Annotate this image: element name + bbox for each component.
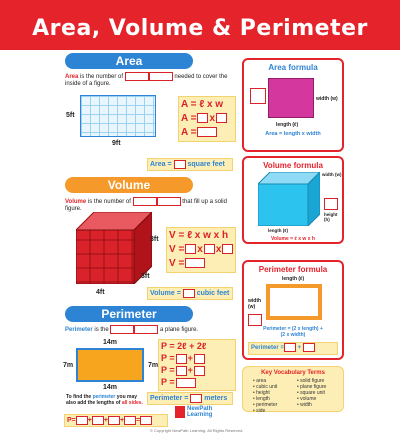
perimeter-hint: To find the perimeter you may also add the lengths of all sides. (66, 394, 143, 406)
volume-answer-blank[interactable] (183, 289, 195, 298)
volume-keyword: Volume (65, 199, 87, 206)
perimeter-formula-line-3: P = + (161, 365, 206, 377)
copyright-text: © Copyright NewPath Learning. All Rights Reserved. (150, 428, 244, 433)
volume-formula-line-1: V = ℓ x w x h (169, 230, 229, 241)
volume-answer: Volume = cubic feet (147, 287, 233, 300)
perimeter-definition-post: a plane figure. (160, 327, 199, 334)
area-formula-line-2: A = x (181, 113, 228, 125)
perimeter-sum-blank-2[interactable] (92, 416, 104, 425)
perimeter-formula-blank-3[interactable] (176, 366, 187, 376)
perimeter-formula-box (158, 339, 236, 391)
perimeter-heading-pill: Perimeter (65, 306, 193, 322)
volume-formula-cyan-box (258, 172, 320, 226)
perimeter-right-label: 7m (148, 362, 159, 369)
vocab-term: • height (253, 390, 277, 396)
perimeter-keyword: Perimeter (65, 327, 93, 334)
newpath-logo (175, 404, 213, 422)
perimeter-formula-answer-blank-2[interactable] (303, 343, 315, 352)
poster-title: Area, Volume & Perimeter (0, 0, 400, 50)
area-definition-pre: is the number of (80, 74, 124, 81)
perimeter-formula-width-label: width (w) (248, 298, 262, 310)
perimeter-blank-2[interactable] (134, 325, 158, 334)
area-width-label: 9ft (112, 140, 121, 147)
perimeter-formula-text-2: (2 x width) (280, 332, 306, 338)
perimeter-top-label: 14m (103, 339, 118, 346)
perimeter-formula-line-1: P = 2ℓ + 2ℓ (161, 341, 207, 351)
area-formula-length-label: length (ℓ) (276, 122, 299, 128)
vocab-term: • solid figure (297, 378, 326, 384)
perimeter-rectangle (76, 348, 144, 382)
logo-mark-icon (175, 406, 185, 418)
volume-width-label: 3ft (150, 236, 159, 243)
perimeter-definition (65, 325, 235, 334)
volume-formula-line-2: V = x x (169, 244, 234, 256)
perimeter-sum-blank-1[interactable] (76, 416, 88, 425)
perimeter-formula-blank[interactable] (248, 314, 262, 326)
volume-formula-length-label: length (ℓ) (268, 228, 288, 233)
perimeter-formula-title: Perimeter formula (258, 265, 328, 274)
volume-formula-line-3: V = (169, 258, 206, 270)
perimeter-formula-blank-2[interactable] (194, 354, 205, 364)
perimeter-left-label: 7m (63, 362, 74, 369)
volume-formula-text: Volume = ℓ x w x h (271, 236, 315, 242)
vocab-term: • width (297, 402, 326, 408)
area-formula-blank-2[interactable] (216, 113, 227, 123)
vocab-term: • cubic unit (253, 384, 277, 390)
area-answer: Area = square feet (147, 158, 233, 171)
perimeter-formula-line-4: P = (161, 377, 197, 389)
area-formula-card (242, 58, 344, 152)
area-heading-pill: Area (65, 53, 193, 69)
volume-formula-blank[interactable] (324, 198, 338, 210)
perimeter-sum-blank-3[interactable] (108, 416, 120, 425)
vocab-term: • volume (297, 396, 326, 402)
volume-formula-width-label: width (w) (322, 172, 342, 177)
perimeter-formula-text-1: Perimeter = (2 x length) + (263, 326, 323, 332)
vocab-term: • plane figure (297, 384, 326, 390)
perimeter-bottom-label: 14m (103, 384, 118, 391)
perimeter-formula-card (242, 260, 344, 360)
area-formula-blank-1[interactable] (197, 113, 208, 123)
area-blank-2[interactable] (149, 72, 173, 81)
area-keyword: Area (65, 74, 79, 81)
perimeter-definition-pre: is the (94, 327, 109, 334)
area-formula-blank-3[interactable] (197, 127, 217, 137)
area-formula-width-label: width (w) (316, 96, 338, 102)
volume-formula-blank-2[interactable] (204, 244, 215, 254)
area-formula-line-3: A = (181, 127, 218, 139)
perimeter-blank-1[interactable] (110, 325, 134, 334)
area-formula-magenta-rect (268, 78, 314, 118)
vocabulary-title: Key Vocabulary Terms (261, 370, 325, 376)
perimeter-formula-answer: Perimeter = + (248, 342, 338, 355)
vocab-term: • length (253, 396, 277, 402)
perimeter-formula-answer-blank-1[interactable] (284, 343, 296, 352)
vocab-term: • area (253, 378, 277, 384)
volume-formula-blank-1[interactable] (185, 244, 196, 254)
perimeter-formula-line-2: P = + (161, 353, 206, 365)
logo-text: NewPath Learning (187, 406, 213, 418)
perimeter-answer-blank[interactable] (190, 394, 202, 403)
area-height-label: 5ft (66, 112, 75, 119)
volume-formula-blank-3[interactable] (222, 244, 233, 254)
volume-formula-box (166, 227, 236, 273)
perimeter-formula-blank-4[interactable] (194, 366, 205, 376)
area-definition-post: needed to cover the inside of a figure. (65, 74, 228, 88)
area-formula-text: Area = length x width (265, 131, 321, 137)
vocab-term: • perimeter (253, 402, 277, 408)
vocab-term: • square unit (297, 390, 326, 396)
perimeter-formula-rect (266, 284, 322, 320)
area-blank-1[interactable] (125, 72, 149, 81)
area-formula-blank[interactable] (250, 88, 266, 104)
vocabulary-box (242, 366, 344, 412)
volume-length-label: 4ft (96, 289, 105, 296)
volume-blank-2[interactable] (157, 197, 181, 206)
vocabulary-col-2 (297, 378, 326, 408)
perimeter-sum-blank-4[interactable] (124, 416, 136, 425)
area-formula-box (178, 96, 236, 142)
perimeter-answer: Perimeter = meters (147, 392, 233, 405)
volume-blank-1[interactable] (133, 197, 157, 206)
volume-formula-blank-4[interactable] (185, 258, 205, 268)
area-definition (65, 72, 235, 88)
area-formula-line-1: A = ℓ x w (181, 99, 224, 110)
volume-formula-card (242, 156, 344, 244)
volume-heading-pill: Volume (65, 177, 193, 193)
volume-definition-post: that fill up a solid figure. (65, 199, 227, 213)
area-formula-title: Area formula (268, 63, 318, 72)
volume-formula-height-label: height (h) (324, 212, 338, 222)
area-answer-blank[interactable] (174, 160, 186, 169)
perimeter-sum-line: P= + + + = (64, 414, 168, 427)
volume-definition-pre: is the number of (87, 199, 131, 206)
perimeter-formula-length-label: length (ℓ) (282, 276, 305, 282)
volume-formula-title: Volume formula (263, 161, 323, 170)
area-grid-rectangle (80, 95, 156, 137)
volume-definition (65, 197, 235, 213)
perimeter-formula-blank-1[interactable] (176, 354, 187, 364)
vocab-term: • side (253, 408, 277, 414)
perimeter-formula-blank-5[interactable] (176, 378, 196, 388)
vocabulary-col-1 (253, 378, 277, 414)
volume-height-label: 3ft (141, 273, 150, 280)
perimeter-sum-blank-5[interactable] (140, 416, 152, 425)
